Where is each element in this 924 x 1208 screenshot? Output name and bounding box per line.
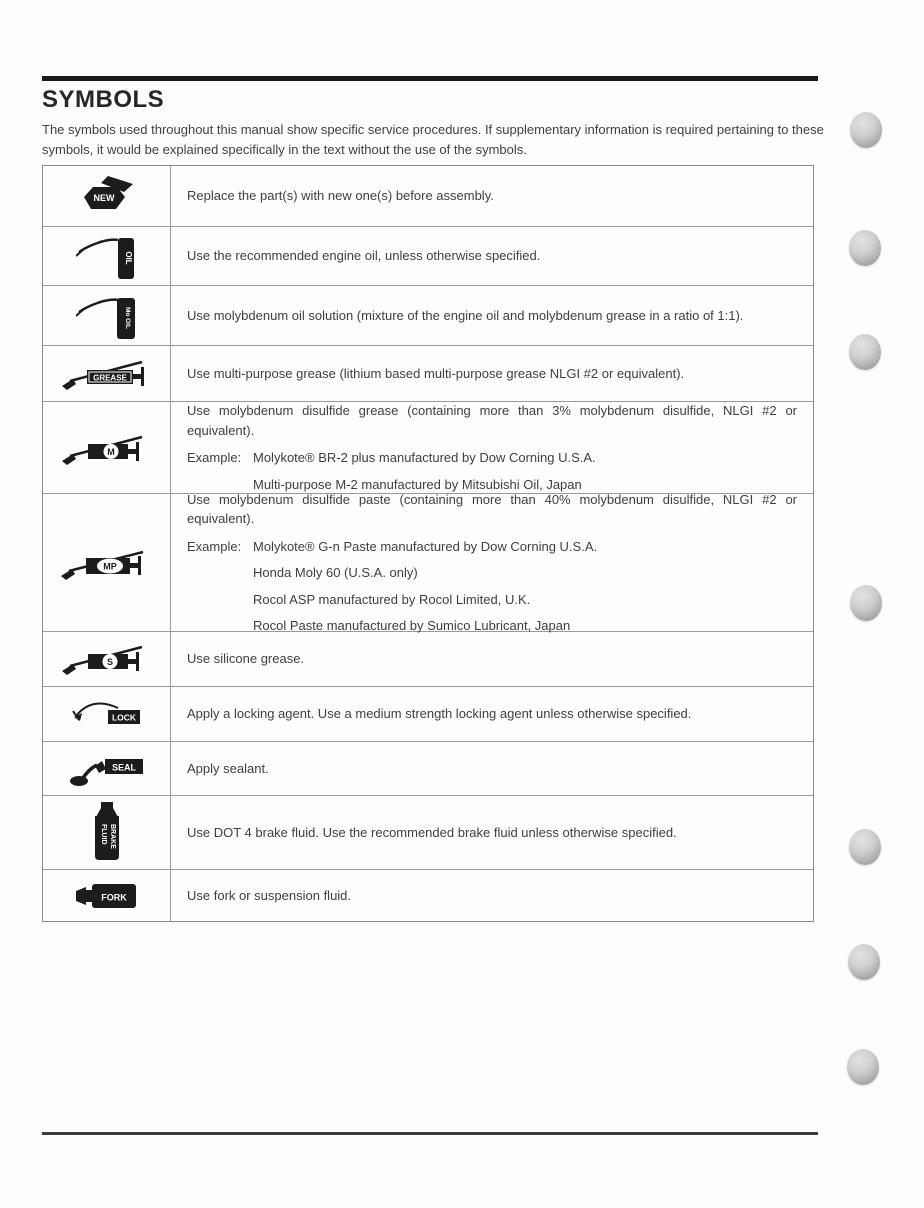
description-text: Use molybdenum oil solution (mixture of the engine oil and molybdenum grease in a ratio of 1:1). — [187, 307, 744, 323]
locking-agent-icon — [72, 695, 142, 733]
brake-label: BRAKE — [108, 823, 116, 849]
binder-hole — [850, 112, 882, 148]
brake-fluid-bottle-icon — [87, 802, 127, 864]
binder-hole — [849, 829, 881, 865]
example-line: Multi-purpose M-2 manufactured by Mitsubishi Oil, Japan — [253, 476, 582, 492]
description-cell — [171, 491, 813, 633]
description-cell — [171, 742, 813, 795]
description-text: Use molybdenum disulfide paste (containing more than 40% molybdenum disulfide, NLGI #2 or equivalent). — [187, 491, 797, 526]
description-text: Replace the part(s) with new one(s) before assembly. — [187, 188, 494, 204]
symbol-cell — [43, 494, 171, 631]
table-row — [43, 166, 813, 226]
symbol-cell — [43, 632, 171, 686]
description-cell — [171, 870, 813, 921]
molybdenum-grease-gun-icon — [62, 428, 152, 468]
symbol-cell — [43, 346, 171, 401]
page-title: SYMBOLS — [42, 86, 165, 113]
example-block — [187, 537, 797, 636]
binder-hole — [848, 944, 880, 980]
binder-hole — [847, 1049, 879, 1085]
lock-label: LOCK — [111, 712, 136, 723]
intro-text: The symbols used throughout this manual show specific service procedures. If supplementary information is required pertaining to these symbols, it would be explained specifically in the text without the use of the symbols. — [42, 122, 824, 157]
table-row — [43, 631, 813, 686]
symbol-cell — [43, 402, 171, 493]
symbols-table — [42, 165, 814, 922]
description-cell — [171, 166, 813, 226]
fork-fluid-icon — [76, 880, 138, 912]
example-line: Rocol Paste manufactured by Sumico Lubricant, Japan — [253, 618, 571, 633]
binder-hole — [849, 334, 881, 370]
sealant-icon — [69, 750, 145, 788]
description-cell — [171, 346, 813, 401]
description-text: Use fork or suspension fluid. — [187, 887, 352, 903]
grease-label: GREASE — [92, 373, 127, 382]
example-line: Honda Moly 60 (U.S.A. only) — [253, 565, 418, 580]
binder-hole — [850, 585, 882, 621]
table-row — [43, 226, 813, 285]
bottom-rule — [42, 1132, 818, 1135]
description-cell — [171, 632, 813, 686]
molybdenum-oil-icon — [76, 291, 138, 341]
oil-label: OIL — [123, 251, 133, 265]
table-row — [43, 401, 813, 493]
description-cell — [171, 227, 813, 285]
symbol-cell — [43, 742, 171, 795]
symbol-cell — [43, 687, 171, 741]
table-row — [43, 741, 813, 795]
engine-oil-icon — [76, 231, 138, 281]
grease-gun-icon — [62, 355, 152, 393]
symbol-cell — [43, 227, 171, 285]
fluid-label: FLUID — [99, 823, 107, 845]
new-parts-icon — [78, 175, 136, 217]
description-text: Apply sealant. — [187, 760, 269, 776]
mp-label: MP — [102, 561, 117, 571]
description-text: Use DOT 4 brake fluid. Use the recommended brake fluid unless otherwise specified. — [187, 824, 677, 840]
symbol-cell — [43, 796, 171, 869]
description-text: Use silicone grease. — [187, 651, 305, 667]
table-row — [43, 345, 813, 401]
description-text: Use the recommended engine oil, unless otherwise specified. — [187, 248, 541, 264]
table-row — [43, 869, 813, 921]
description-text: Use multi-purpose grease (lithium based multi-purpose grease NLGI #2 or equivalent). — [187, 365, 685, 381]
description-text: Use molybdenum disulfide grease (containing more than 3% molybdenum disulfide, NLGI #2 or equivalent). — [187, 403, 797, 438]
table-row — [43, 285, 813, 345]
description-text: Apply a locking agent. Use a medium strength locking agent unless otherwise specified. — [187, 706, 692, 722]
table-row — [43, 795, 813, 869]
table-row — [43, 686, 813, 741]
seal-label: SEAL — [111, 762, 136, 772]
binder-hole — [849, 230, 881, 266]
description-cell — [171, 687, 813, 741]
symbol-cell — [43, 870, 171, 921]
silicone-grease-gun-icon — [62, 640, 152, 678]
m-label: M — [106, 446, 115, 457]
example-line: Molykote® BR-2 plus manufactured by Dow Corning U.S.A. — [253, 450, 596, 465]
example-line: Molykote® G-n Paste manufactured by Dow Corning U.S.A. — [253, 538, 598, 554]
s-label: S — [106, 657, 113, 667]
example-line: Rocol ASP manufactured by Rocol Limited, U.K. — [253, 591, 531, 607]
example-label: Example: — [187, 538, 242, 554]
symbol-cell — [43, 286, 171, 345]
new-label: NEW — [93, 193, 114, 203]
top-rule — [42, 76, 818, 81]
molybdenum-paste-gun-icon — [61, 543, 153, 583]
example-label: Example: — [187, 450, 242, 465]
description-cell — [171, 402, 813, 493]
table-row — [43, 493, 813, 631]
fork-label: FORK — [100, 892, 127, 902]
description-cell — [171, 286, 813, 345]
symbol-cell — [43, 166, 171, 226]
description-cell — [171, 796, 813, 869]
example-block — [187, 448, 797, 494]
mo-oil-label: Mo OIL — [123, 306, 131, 329]
